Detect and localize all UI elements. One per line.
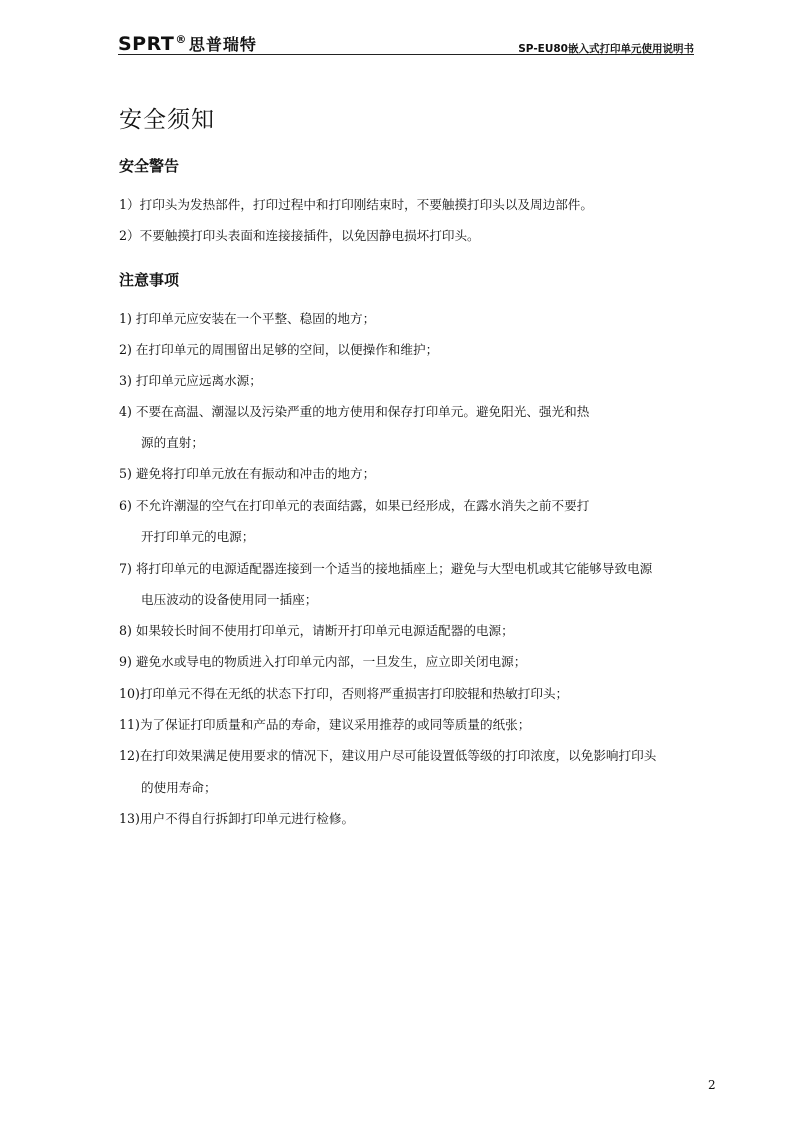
warning-item: 1）打印头为发热部件，打印过程中和打印刚结束时，不要触摸打印头以及周边部件。: [119, 197, 593, 212]
registered-mark: ®: [175, 32, 187, 46]
precaution-item: 2) 在打印单元的周围留出足够的空间，以便操作和维护；: [119, 342, 439, 357]
precaution-item-continued: 电压波动的设备使用同一插座；: [141, 592, 318, 607]
precaution-item: 8) 如果较长时间不使用打印单元，请断开打印单元电源适配器的电源；: [119, 623, 514, 638]
page-number: 2: [708, 1078, 716, 1092]
precaution-item: 12)在打印效果满足使用要求的情况下，建议用户尽可能设置低等级的打印浓度，以免影响打印头: [119, 748, 657, 763]
precaution-item: 4) 不要在高温、潮湿以及污染严重的地方使用和保存打印单元。避免阳光、强光和热: [119, 404, 590, 419]
header-divider: [118, 54, 694, 55]
warning-item: 2）不要触摸打印头表面和连接接插件，以免因静电损坏打印头。: [119, 228, 480, 243]
page-title: 安全须知: [119, 107, 215, 133]
precaution-item: 11)为了保证打印质量和产品的寿命，建议采用推荐的或同等质量的纸张；: [119, 717, 531, 732]
precaution-item: 10)打印单元不得在无纸的状态下打印，否则将严重损害打印胶辊和热敏打印头；: [119, 686, 569, 701]
precaution-item-continued: 开打印单元的电源；: [141, 529, 255, 544]
precaution-item: 3) 打印单元应远离水源；: [119, 373, 262, 388]
precaution-item: 1) 打印单元应安装在一个平整、稳固的地方；: [119, 311, 376, 326]
precaution-item-continued: 的使用寿命；: [141, 780, 217, 795]
precaution-item-continued: 源的直射；: [141, 435, 204, 450]
precaution-item: 13)用户不得自行拆卸打印单元进行检修。: [119, 811, 355, 826]
brand-name: SPRT: [118, 33, 175, 55]
section-heading-precautions: 注意事项: [119, 271, 180, 289]
precaution-item: 6) 不允许潮湿的空气在打印单元的表面结露，如果已经形成，在露水消失之前不要打: [119, 498, 590, 513]
brand-logo: [118, 32, 257, 55]
document-title: SP-EU80嵌入式打印单元使用说明书: [518, 43, 694, 55]
precaution-item: 7) 将打印单元的电源适配器连接到一个适当的接地插座上；避免与大型电机或其它能够导致电源: [119, 561, 653, 576]
section-heading-safety-warning: 安全警告: [119, 157, 180, 175]
precaution-item: 5) 避免将打印单元放在有振动和冲击的地方；: [119, 466, 376, 481]
precaution-item: 9) 避免水或导电的物质进入打印单元内部，一旦发生，应立即关闭电源；: [119, 654, 527, 669]
page-header: [118, 30, 694, 56]
brand-name-cn: 思普瑞特: [188, 35, 257, 54]
